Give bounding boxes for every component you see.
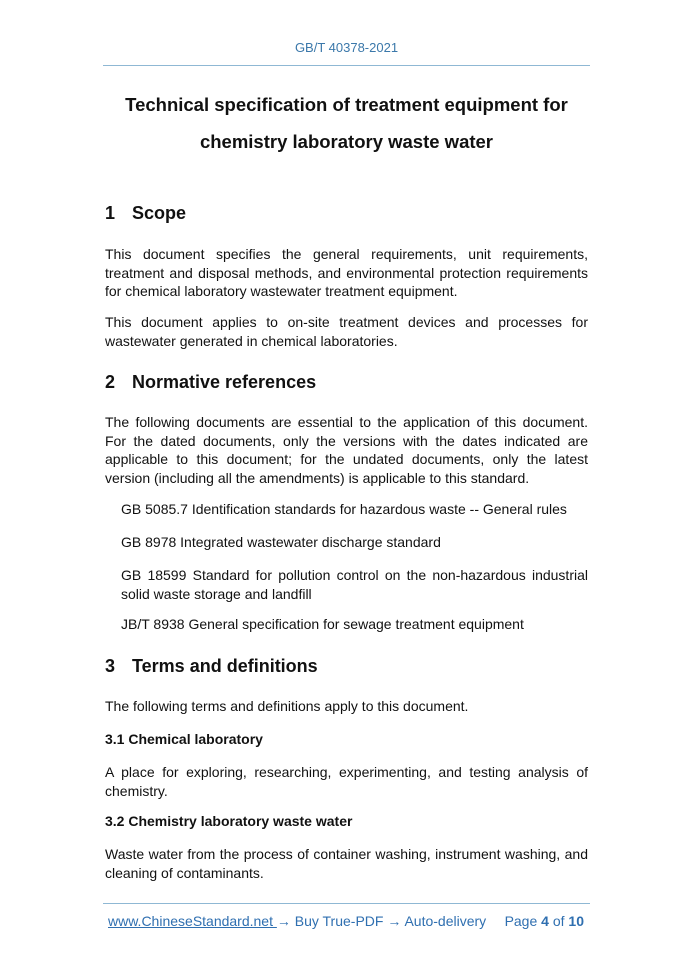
footer <box>108 913 588 929</box>
reference-item: GB 5085.7 Identification standards for hazardous waste -- General rules <box>121 501 567 517</box>
reference-item: GB 8978 Integrated wastewater discharge standard <box>121 534 441 550</box>
term-definition: Waste water from the process of container washing, instrument washing, and cleaning of contaminants. <box>105 846 588 881</box>
term-definition: A place for exploring, researching, experimenting, and testing analysis of chemistry. <box>105 764 588 799</box>
header-doc-code: GB/T 40378-2021 <box>294 40 399 55</box>
section-number: 1 <box>105 203 116 223</box>
doc-title-line1: Technical specification of treatment equipment for <box>125 94 568 115</box>
doc-title-line2: chemistry laboratory waste water <box>199 131 494 152</box>
section-number: 3 <box>105 656 116 676</box>
header-divider <box>103 65 590 66</box>
paragraph: The following terms and definitions apply to this document. <box>105 698 469 714</box>
term-heading: 3.1 Chemical laboratory <box>105 731 263 747</box>
paragraph: The following documents are essential to the application of this document. For the dated documents, only the versions with the dates indicated are applicable to this document; for the undated documents, only the latest version (including all the amendments) is applicable to this standard. <box>105 414 588 486</box>
page-total: 10 <box>568 913 584 929</box>
page-indicator <box>505 913 584 929</box>
section-heading-normative-references <box>105 372 316 393</box>
section-title: Scope <box>132 203 187 223</box>
section-title: Terms and definitions <box>132 656 318 676</box>
footer-promo: → Buy True-PDF → Auto-delivery <box>276 913 487 929</box>
footer-divider <box>103 903 590 904</box>
page-number: 4 <box>541 913 549 929</box>
reference-item: GB 18599 Standard for pollution control on the non-hazardous industrial solid waste storage and landfill <box>121 567 588 602</box>
section-title: Normative references <box>132 372 317 392</box>
website-link[interactable]: www.ChineseStandard.net <box>108 913 277 929</box>
reference-item: JB/T 8938 General specification for sewage treatment equipment <box>121 616 524 632</box>
paragraph: This document specifies the general requirements, unit requirements, treatment and disposal methods, and environmental protection requirements for chemical laboratory wastewater treatment equipment. <box>105 246 588 299</box>
paragraph: This document applies to on-site treatment devices and processes for wastewater generated in chemical laboratories. <box>105 314 588 349</box>
of-label: of <box>552 913 565 929</box>
term-heading: 3.2 Chemistry laboratory waste water <box>105 813 353 829</box>
section-heading-terms <box>105 656 318 677</box>
page-label: Page <box>504 913 538 929</box>
section-number: 2 <box>105 372 116 392</box>
section-heading-scope <box>105 203 186 224</box>
